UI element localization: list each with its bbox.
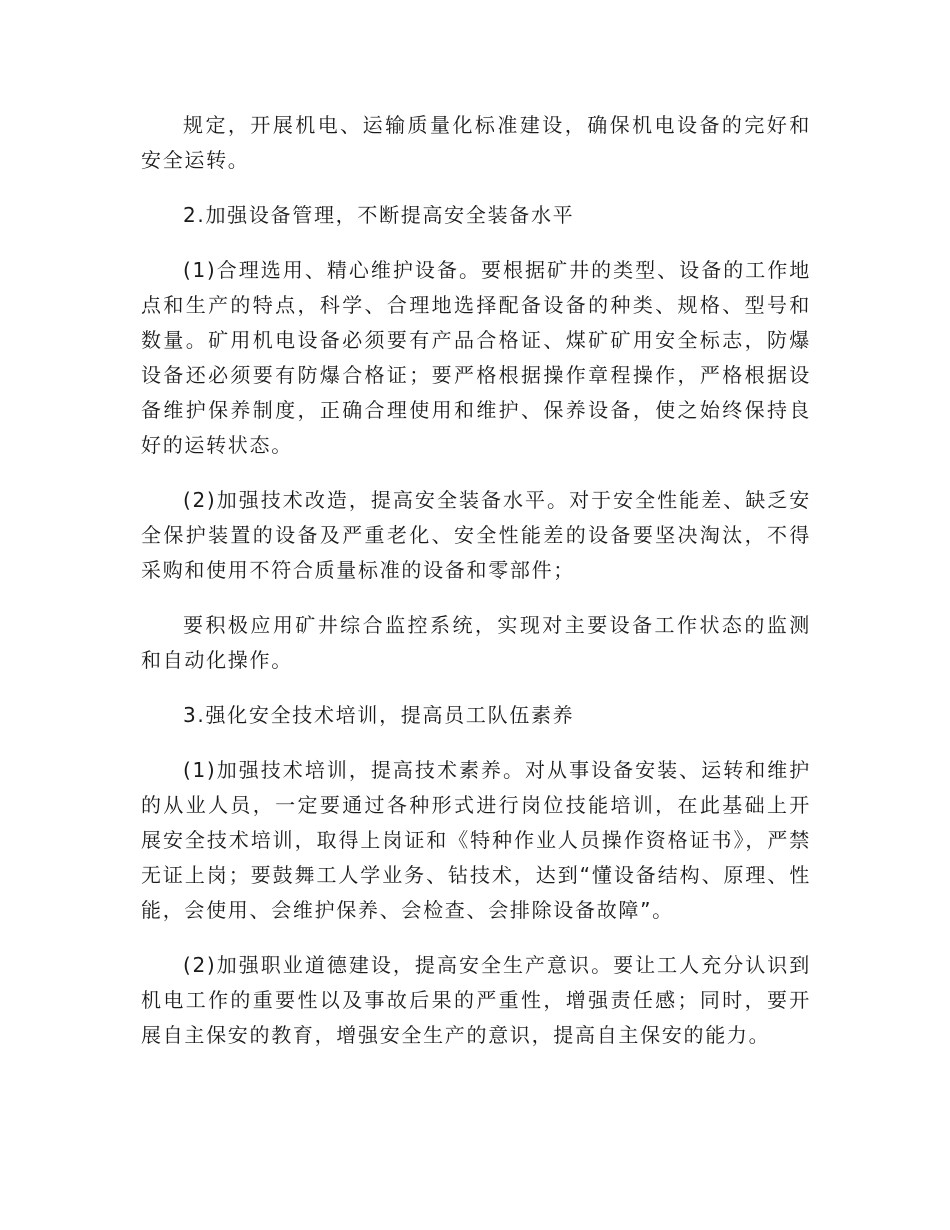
paragraph-technical-training: (1)加强技术培训，提高技术素养。对从事设备安装、运转和维护的从业人员，一定要通过各种形式进行岗位技能培训，在此基础上开展安全技术培训，取得上岗证和《特种作业人员操作资格证书》，严禁无证上岗；要鼓舞工人学业务、钻技术，达到“懂设备结构、原理、性能，会使用、会维护保养、会检查、会排除设备故障”。 xyxy=(141,758,811,922)
paragraph-monitoring-system: 要积极应用矿井综合监控系统，实现对主要设备工作状态的监测和自动化操作。 xyxy=(141,613,811,672)
heading-safety-training: 3.强化安全技术培训，提高员工队伍素养 xyxy=(183,703,575,727)
document-body xyxy=(141,108,811,1073)
paragraph-technical-upgrade: (2)加强技术改造，提高安全装备水平。对于安全性能差、缺乏安全保护装置的设备及严重老化、安全性能差的设备要坚决淘汰，不得采购和使用不符合质量标准的设备和零部件； xyxy=(141,488,811,582)
paragraph-professional-ethics: (2)加强职业道德建设，提高安全生产意识。要让工人充分认识到机电工作的重要性以及事故后果的严重性，增强责任感；同时，要开展自主保安的教育，增强安全生产的意识，提高自主保安的能力。 xyxy=(141,953,811,1047)
paragraph-equipment-standards: 规定，开展机电、运输质量化标准建设，确保机电设备的完好和安全运转。 xyxy=(141,113,811,172)
heading-equipment-management: 2.加强设备管理，不断提高安全装备水平 xyxy=(183,203,575,227)
paragraph-select-maintain-equipment: (1)合理选用、精心维护设备。要根据矿井的类型、设备的工作地点和生产的特点，科学、合理地选择配备设备的种类、规格、型号和数量。矿用机电设备必须要有产品合格证、煤矿矿用安全标志，防爆设备还必须要有防爆合格证；要严格根据操作章程操作，严格根据设备维护保养制度，正确合理使用和维护、保养设备，使之始终保持良好的运转状态。 xyxy=(141,258,811,457)
